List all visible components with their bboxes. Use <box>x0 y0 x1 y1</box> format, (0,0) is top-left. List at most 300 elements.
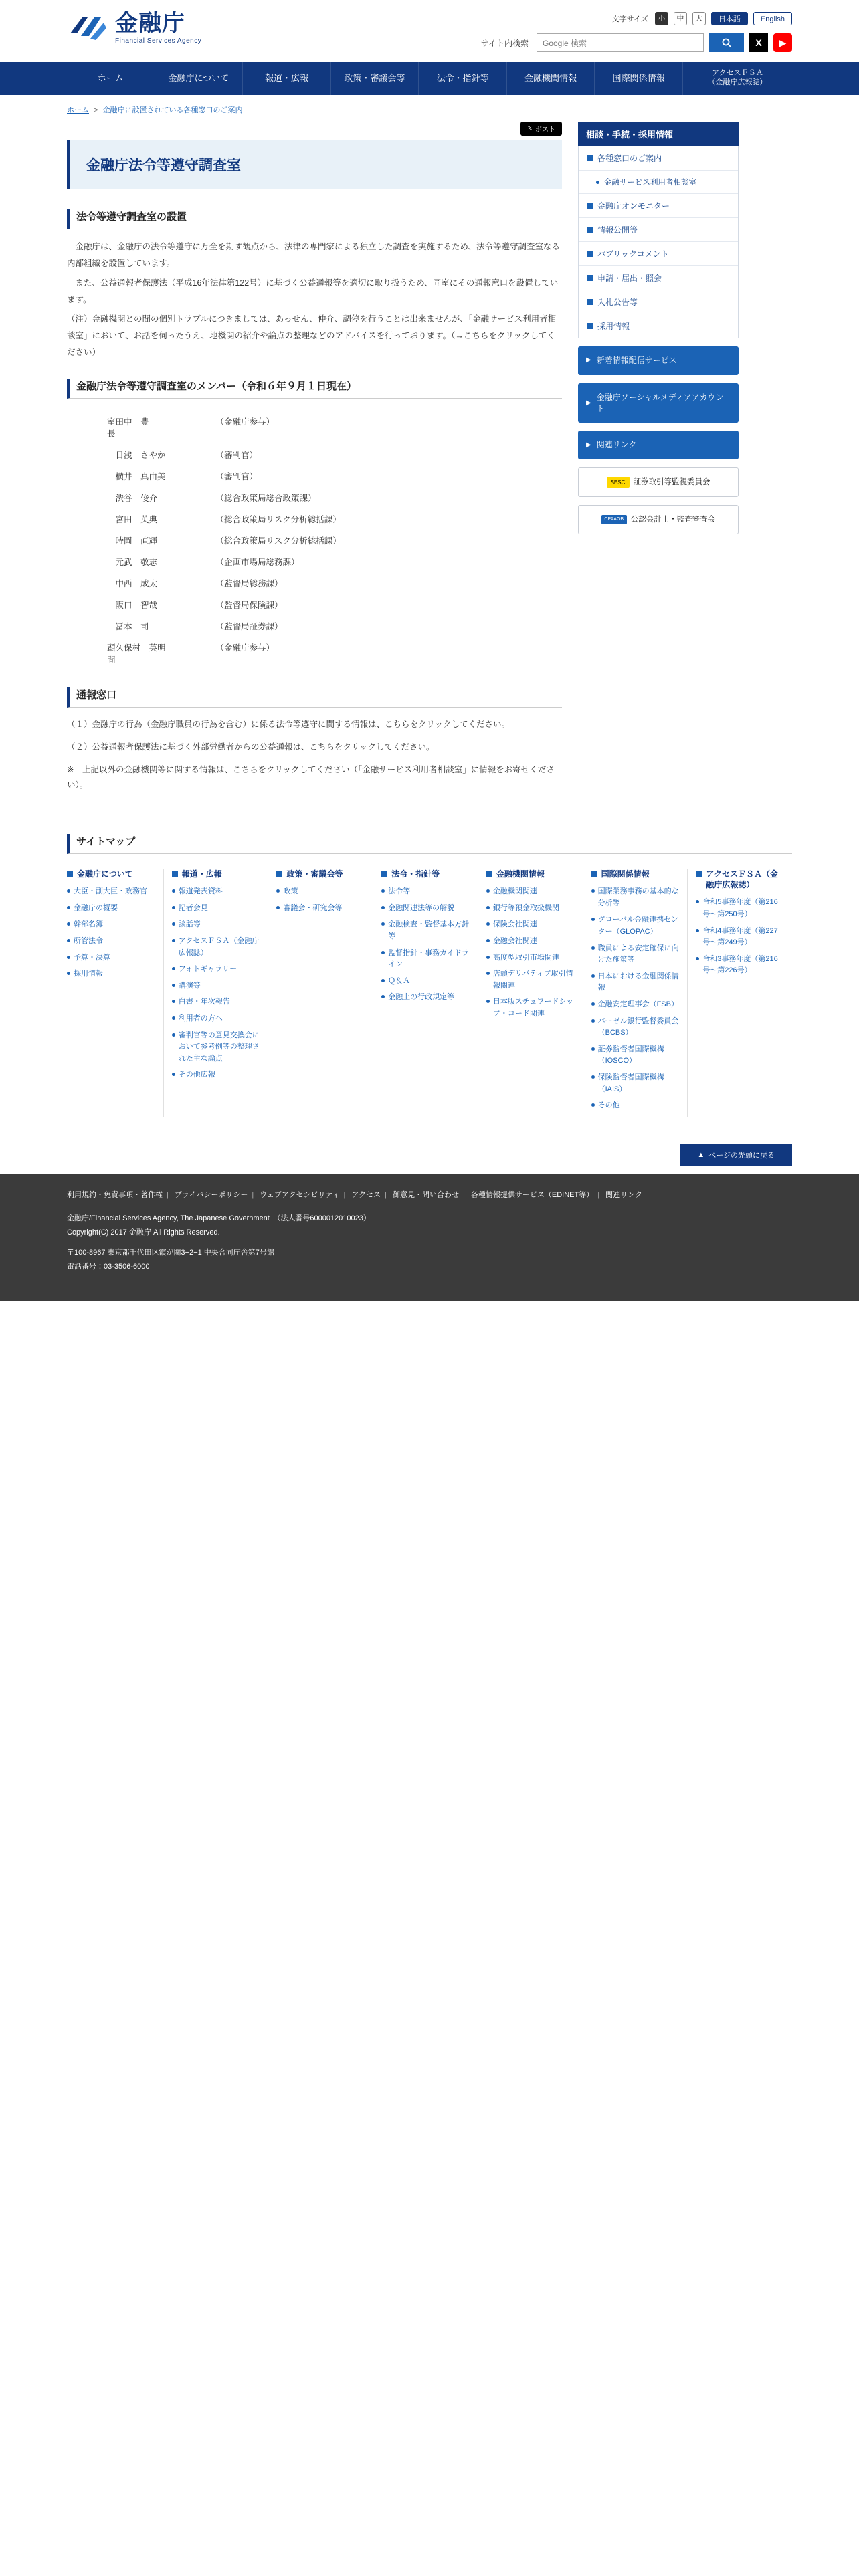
member-name: 田中 豊 <box>115 417 149 427</box>
list-item[interactable] <box>172 919 260 931</box>
list-item[interactable] <box>591 886 680 909</box>
footer-phone: 電話番号：03-3506-6000 <box>67 1263 150 1271</box>
list-item[interactable] <box>486 886 575 898</box>
table-row <box>67 572 562 594</box>
list-item[interactable] <box>591 1016 680 1039</box>
logo-title: 金融庁 <box>115 11 185 36</box>
member-role <box>67 487 116 508</box>
sitemap-link-label: 金融検査・監督基本方針等 <box>388 920 470 940</box>
nav-institutions[interactable]: 金融機関情報 <box>506 62 595 95</box>
list-item[interactable] <box>591 999 680 1011</box>
footer-link-terms[interactable]: 利用規約・免責事項・著作権 <box>67 1190 163 1199</box>
list-item[interactable] <box>67 886 155 898</box>
sidebar-item-windows[interactable] <box>579 146 738 171</box>
list-item[interactable] <box>67 936 155 948</box>
sitemap-title-label: 政策・審議会等 <box>286 869 343 879</box>
dot-bullet-icon <box>67 889 70 893</box>
square-bullet-icon <box>587 323 593 329</box>
sitemap-column-access-fsa <box>687 869 792 1117</box>
list-item[interactable] <box>486 952 575 964</box>
dot-bullet-icon <box>276 906 280 909</box>
sitemap-link-label: 令和5事務年度（第216号〜第250号） <box>702 898 778 918</box>
nav-laws[interactable]: 法令・指針等 <box>418 62 506 95</box>
member-role <box>67 615 116 637</box>
footer-separator: | <box>462 1190 465 1199</box>
square-bullet-icon <box>587 203 593 209</box>
breadcrumb-current: 金融庁に設置されている各種窓口のご案内 <box>102 106 243 114</box>
list-item[interactable] <box>381 992 470 1004</box>
list-item[interactable] <box>591 1072 680 1095</box>
page-top-button[interactable] <box>680 1144 792 1166</box>
nav-international[interactable]: 国際関係情報 <box>594 62 682 95</box>
list-item[interactable] <box>172 903 260 915</box>
sitemap-column-title[interactable] <box>591 869 680 879</box>
sitemap-link-label: 金融会社関連 <box>492 936 537 945</box>
banner-label: 公認会計士・監査審査会 <box>630 516 716 524</box>
dot-bullet-icon <box>381 979 385 982</box>
dot-bullet-icon <box>172 1073 175 1076</box>
footer-separator: | <box>385 1190 387 1199</box>
breadcrumb-separator: > <box>94 106 98 114</box>
list-item[interactable] <box>172 1030 260 1065</box>
lang-en-button[interactable]: English <box>753 12 792 25</box>
window-item-1: （１）金融庁の行為（金融庁職員の行為を含む）に係る法令等遵守に関する情報は、こちらをクリックしてください。 <box>67 720 510 729</box>
page-title: 金融庁法令等遵守調査室 <box>86 158 241 173</box>
site-header <box>0 0 859 62</box>
member-name: 時岡 直輝 <box>115 536 158 546</box>
sidebar <box>578 122 739 534</box>
search-icon <box>721 37 732 48</box>
sitemap-link-label: 監督指針・事務ガイドライン <box>388 948 469 969</box>
main-content <box>67 122 562 794</box>
member-org: （監督局保険課） <box>215 601 283 610</box>
member-name: 元武 敬志 <box>115 558 158 567</box>
share-row <box>67 122 562 136</box>
dot-bullet-icon <box>67 956 70 959</box>
sitemap-link-label: 保険会社関連 <box>492 920 537 929</box>
chevron-right-icon: ▶ <box>586 356 591 364</box>
footer-links <box>67 1189 792 1200</box>
list-item[interactable] <box>381 948 470 971</box>
member-org: （企画市場局総務課） <box>215 558 300 567</box>
x-icon[interactable]: X <box>749 33 768 52</box>
banner-related-links[interactable] <box>578 431 739 459</box>
footer-link-accessibility[interactable]: ウェブアクセシビリティ <box>260 1190 340 1199</box>
dot-bullet-icon <box>172 967 175 970</box>
sitemap-link-label: 審議会・研究会等 <box>283 903 343 912</box>
sidebar-list <box>578 146 739 338</box>
sitemap-link-label: 日本における金融関係情報 <box>597 972 679 992</box>
footer-separator: | <box>252 1190 254 1199</box>
chevron-right-icon: ▶ <box>586 441 591 449</box>
chevron-up-icon: ▲ <box>697 1150 705 1159</box>
sitemap-column-title[interactable] <box>696 869 784 890</box>
member-name: 宮田 英典 <box>115 515 158 524</box>
sitemap-link-label: 所管法令 <box>74 936 103 945</box>
nav-press[interactable]: 報道・広報 <box>242 62 330 95</box>
cpaaob-logo-icon: CPAAOB <box>601 515 627 524</box>
x-post-button[interactable] <box>520 122 562 136</box>
dot-bullet-icon <box>67 972 70 975</box>
member-role <box>67 444 116 465</box>
footer-separator: | <box>343 1190 346 1199</box>
window-item-2: （２）公益通報者保護法に基づく外部労働者からの公益通報は、こちらをクリックしてください。 <box>67 742 435 752</box>
dot-bullet-icon <box>696 929 699 932</box>
sidebar-item-application[interactable] <box>579 266 738 290</box>
footer-copyright: Copyright(C) 2017 金融庁 All Rights Reserved. <box>67 1228 220 1237</box>
sitemap-link-label: 金融安定理事会（FSB） <box>597 1000 678 1008</box>
search-button[interactable] <box>709 33 744 52</box>
banner-label: 関連リンク <box>596 440 637 450</box>
dot-bullet-icon <box>591 889 595 893</box>
square-bullet-icon <box>696 871 702 877</box>
member-name: 阪口 智哉 <box>115 601 158 610</box>
site-footer <box>0 1174 859 1301</box>
list-item[interactable] <box>172 980 260 992</box>
dot-bullet-icon <box>486 1000 490 1003</box>
search-input[interactable]: Google 検索 <box>537 33 704 52</box>
table-row <box>67 444 562 465</box>
dot-bullet-icon <box>172 1033 175 1037</box>
lang-ja-button[interactable]: 日本語 <box>711 12 748 25</box>
sidebar-item-bidding[interactable] <box>579 290 738 314</box>
member-org: （総合政策局リスク分析総括課） <box>215 536 341 546</box>
member-role: 室長 <box>107 417 116 439</box>
member-org: （総合政策局リスク分析総括課） <box>215 515 341 524</box>
dot-bullet-icon <box>172 1016 175 1020</box>
list-item[interactable] <box>591 1100 680 1112</box>
sidebar-item-label: 採用情報 <box>597 322 630 331</box>
member-name: 渋谷 俊介 <box>115 494 158 503</box>
member-name: 久保村 英明 <box>115 643 166 653</box>
dot-bullet-icon <box>172 889 175 893</box>
dot-bullet-icon <box>67 906 70 909</box>
dot-bullet-icon <box>486 906 490 909</box>
member-role <box>67 551 116 572</box>
sitemap-link-label: 日本版スチュワードシップ・コード関連 <box>492 998 574 1018</box>
footer-link-access[interactable]: アクセス <box>351 1190 381 1199</box>
sitemap-title-label: 金融機関情報 <box>496 869 545 879</box>
search-row <box>481 33 792 52</box>
sidebar-item-label: 情報公開等 <box>597 225 638 235</box>
section-heading-window: 通報窓口 <box>67 687 562 708</box>
sitemap-link-label: 店頭デリバティブ取引情報関連 <box>492 970 573 990</box>
sitemap-link-label: 国際業務事務の基本的な分析等 <box>597 887 679 907</box>
sitemap-link-label: グローバル金融連携センター（GLOPAC） <box>597 916 679 936</box>
dot-bullet-icon <box>486 889 490 893</box>
banner-label: 証券取引等監視委員会 <box>633 478 710 487</box>
sitemap-link-label: その他 <box>597 1101 620 1110</box>
square-bullet-icon <box>276 871 282 877</box>
square-bullet-icon <box>587 251 593 257</box>
sitemap-column-institutions <box>478 869 583 1117</box>
list-item[interactable] <box>486 968 575 992</box>
sitemap-link-label: 法令等 <box>388 887 411 896</box>
chevron-right-icon: ▶ <box>586 399 591 407</box>
sitemap-link-label: 金融機関関連 <box>492 887 537 896</box>
sitemap-link-label: 保険監督者国際機構（IAIS） <box>597 1073 664 1093</box>
search-label: サイト内検索 <box>480 38 529 48</box>
sitemap-column-title[interactable] <box>276 869 365 879</box>
dot-bullet-icon <box>486 972 490 975</box>
dot-bullet-icon <box>172 922 175 926</box>
sidebar-item-label: 入札公告等 <box>597 298 638 307</box>
logo-subtitle: Financial Services Agency <box>115 37 202 45</box>
sitemap-title-label: 法令・指針等 <box>391 869 440 879</box>
header-utilities <box>481 12 792 52</box>
footer-address: 〒100-8967 東京都千代田区霞が関3−2−1 中央合同庁舎第7号館 <box>67 1249 274 1257</box>
member-name: 冨本 司 <box>115 622 149 631</box>
breadcrumb-home[interactable]: ホーム <box>67 106 89 114</box>
sitemap-link-label: 大臣・副大臣・政務官 <box>74 887 147 896</box>
member-role <box>67 465 116 487</box>
list-item[interactable] <box>696 926 784 949</box>
dot-bullet-icon <box>591 1075 595 1079</box>
dot-bullet-icon <box>276 889 280 893</box>
sidebar-item-public-comment[interactable] <box>579 242 738 266</box>
dot-bullet-icon <box>591 1103 595 1107</box>
list-item[interactable] <box>276 903 365 915</box>
dot-bullet-icon <box>381 995 385 998</box>
nav-about[interactable]: 金融庁について <box>155 62 243 95</box>
dot-bullet-icon <box>486 956 490 959</box>
nav-home[interactable]: ホーム <box>97 72 124 83</box>
sitemap-column-title[interactable] <box>486 869 575 879</box>
list-item[interactable] <box>696 897 784 920</box>
youtube-icon[interactable]: ▶ <box>773 33 792 52</box>
member-role <box>67 572 116 594</box>
sesc-logo-icon: SESC <box>607 477 630 488</box>
section-heading-establish: 法令等遵守調査室の設置 <box>67 209 562 229</box>
fontsize-large-button[interactable]: 大 <box>692 12 706 25</box>
table-row <box>67 487 562 508</box>
sitemap-link-label: 講演等 <box>178 981 201 990</box>
sidebar-item-recruit[interactable] <box>579 314 738 338</box>
sitemap-title-label: 金融庁について <box>77 869 133 879</box>
member-role <box>67 508 116 530</box>
sitemap-link-label: 談話等 <box>178 920 201 929</box>
sitemap-link-label: その他広報 <box>178 1071 215 1079</box>
footer-link-contact[interactable]: 御意見・問い合わせ <box>392 1190 459 1199</box>
member-org: （監督局証券課） <box>215 622 283 631</box>
list-item[interactable] <box>381 919 470 942</box>
dot-bullet-icon <box>591 1047 595 1051</box>
dot-bullet-icon <box>696 900 699 903</box>
pagetop-row <box>0 1144 859 1166</box>
list-item[interactable] <box>67 903 155 915</box>
member-role <box>67 594 116 615</box>
section-heading-members: 金融庁法令等遵守調査室のメンバー（令和６年９月１日現在） <box>67 379 562 399</box>
list-item[interactable] <box>486 919 575 931</box>
establish-paragraph-1: 金融庁は、金融庁の法令等遵守に万全を期す観点から、法律の専門家による独立した調査を実施するため、法令等遵守調査室なる内部組織を設置しています。 <box>67 242 561 268</box>
dot-bullet-icon <box>172 984 175 987</box>
dot-bullet-icon <box>172 906 175 909</box>
fsa-logo-icon <box>67 13 108 43</box>
sitemap-column-international <box>583 869 688 1117</box>
sitemap-link-label: 予算・決算 <box>74 953 110 962</box>
member-table <box>67 411 562 670</box>
banner-social-media[interactable] <box>578 383 739 423</box>
sitemap-column-about <box>67 869 163 1117</box>
page-title-box <box>67 140 562 189</box>
square-bullet-icon <box>172 871 178 877</box>
sitemap-link-label: 令和3事務年度（第216号〜第226号） <box>702 954 778 975</box>
list-item[interactable] <box>591 914 680 938</box>
list-item[interactable] <box>67 919 155 931</box>
sitemap-column-title[interactable] <box>67 869 155 879</box>
member-role <box>67 530 116 551</box>
dot-bullet-icon <box>591 1002 595 1006</box>
list-item[interactable] <box>486 936 575 948</box>
square-bullet-icon <box>486 871 492 877</box>
sitemap-link-label: アクセスＦＳＡ（金融庁広報誌） <box>178 936 260 957</box>
dot-bullet-icon <box>172 1000 175 1003</box>
sitemap-link-label: 銀行等預金取扱機関 <box>492 903 559 912</box>
footer-separator: | <box>167 1190 169 1199</box>
table-row <box>67 594 562 615</box>
fontsize-medium-button[interactable]: 中 <box>674 12 687 25</box>
list-item[interactable] <box>172 886 260 898</box>
fontsize-label: 文字サイズ <box>611 15 648 23</box>
footer-link-related[interactable]: 関連リンク <box>605 1190 642 1199</box>
sitemap-link-label: 審判官等の意見交換会において参考例等の整理された主な論点 <box>178 1031 260 1063</box>
sitemap-link-label: 金融上の行政規定等 <box>388 993 455 1002</box>
banner-cpaaob[interactable] <box>578 505 739 534</box>
dot-bullet-icon <box>591 974 595 978</box>
dot-bullet-icon <box>381 951 385 954</box>
list-item[interactable] <box>172 1069 260 1081</box>
dot-bullet-icon <box>381 906 385 909</box>
sitemap-link-label: 令和4事務年度（第227号〜第249号） <box>702 926 778 947</box>
square-bullet-icon <box>67 871 73 877</box>
list-item[interactable] <box>381 886 470 898</box>
sitemap-link-label: 利用者の方へ <box>178 1014 223 1023</box>
breadcrumb <box>0 95 859 122</box>
list-item[interactable] <box>591 1044 680 1067</box>
footer-link-privacy[interactable]: プライバシーポリシー <box>174 1190 248 1199</box>
nav-policy[interactable]: 政策・審議会等 <box>330 62 419 95</box>
square-bullet-icon <box>591 871 597 877</box>
sitemap-link-label: フォトギャラリー <box>178 965 237 974</box>
utility-row <box>612 12 792 25</box>
nav-access-fsa-line2: （金融庁広報誌） <box>708 78 767 86</box>
list-item[interactable] <box>172 996 260 1008</box>
footer-link-edinet[interactable]: 各種情報提供サービス（EDINET等） <box>470 1190 594 1199</box>
square-bullet-icon <box>587 155 593 161</box>
site-logo[interactable] <box>67 12 201 45</box>
sitemap-link-label: 高度型取引市場関連 <box>492 953 559 962</box>
post-button-label: ポスト <box>535 126 555 134</box>
sidebar-heading: 相談・手続・採用情報 <box>578 122 739 146</box>
square-bullet-icon <box>381 871 387 877</box>
sitemap-column-press <box>163 869 268 1117</box>
sitemap-link-label: 採用情報 <box>74 970 103 978</box>
sitemap-link-label: 証券監督者国際機構（IOSCO） <box>597 1045 664 1065</box>
sidebar-item-consultation[interactable] <box>579 171 738 194</box>
table-row <box>67 508 562 530</box>
list-item[interactable] <box>591 943 680 966</box>
x-icon: 𝕏 <box>527 125 533 132</box>
sitemap-link-label: Ｑ＆Ａ <box>388 976 411 985</box>
sitemap-column-laws <box>373 869 478 1117</box>
sitemap-link-label: 金融関連法等の解説 <box>388 903 455 912</box>
footer-separator: | <box>597 1190 600 1199</box>
window-note: ※ 上記以外の金融機関等に関する情報は、こちらをクリックしてください（「金融サービス利用者相談室」に情報をお寄せください）。 <box>67 764 555 790</box>
member-org: （金融庁参与） <box>215 643 275 653</box>
sitemap-link-label: 報道発表資料 <box>178 887 223 896</box>
member-org: （審判官） <box>215 472 258 481</box>
sitemap-title-label: アクセスＦＳＡ（金融庁広報誌） <box>706 869 778 890</box>
member-name: 日浅 さやか <box>115 451 166 460</box>
list-item[interactable] <box>591 971 680 994</box>
footer-org-line: 金融庁/Financial Services Agency, The Japanese Government （法人番号6000012010023） <box>67 1214 371 1222</box>
list-item[interactable] <box>486 903 575 915</box>
sidebar-item-label: 各種窓口のご案内 <box>597 154 662 163</box>
banner-sesc[interactable] <box>578 467 739 497</box>
member-org: （審判官） <box>215 451 258 460</box>
establish-paragraph-2: また、公益通報者保護法（平成16年法律第122号）に基づく公益通報等を適切に取り扱うため、同室にその通報窓口を設置しています。 <box>67 278 559 304</box>
list-item[interactable] <box>381 903 470 915</box>
sidebar-item-label: 金融庁オンモニター <box>597 201 670 211</box>
list-item[interactable] <box>696 954 784 977</box>
dot-bullet-icon <box>172 939 175 942</box>
sitemap-link-label: 幹部名簿 <box>74 920 103 929</box>
banner-news-service[interactable] <box>578 346 739 375</box>
table-row <box>67 615 562 637</box>
fontsize-small-button[interactable]: 小 <box>655 12 668 25</box>
dot-bullet-icon <box>381 889 385 893</box>
sitemap-section <box>0 794 859 1144</box>
list-item[interactable] <box>172 936 260 959</box>
member-name: 横井 真由美 <box>115 472 166 481</box>
list-item[interactable] <box>172 964 260 976</box>
list-item[interactable] <box>276 886 365 898</box>
page-top-label: ページの先頭に戻る <box>708 1151 775 1160</box>
list-item[interactable] <box>172 1013 260 1025</box>
list-item[interactable] <box>67 952 155 964</box>
sitemap-link-label: バーゼル銀行監督委員会（BCBS） <box>597 1016 679 1037</box>
square-bullet-icon <box>587 275 593 281</box>
global-nav <box>0 62 859 95</box>
sitemap-column-title[interactable] <box>172 869 260 879</box>
banner-label: 新着情報配信サービス <box>596 356 677 365</box>
table-row <box>67 530 562 551</box>
dot-bullet-icon <box>67 939 70 942</box>
establish-paragraph-3: （注）金融機関との間の個別トラブルにつきましては、あっせん、仲介、調停を行うことは出来ませんが、「金融サービス利用者相談室」において、お話を伺ったうえ、地機関の紹介や論点の整理などのアドバイスを行っております。（→こちらをクリックしてください） <box>67 314 557 357</box>
sitemap-column-title[interactable] <box>381 869 470 879</box>
dot-bullet-icon <box>486 939 490 942</box>
dot-bullet-icon <box>381 922 385 926</box>
sitemap-columns <box>67 869 792 1117</box>
list-item[interactable] <box>381 976 470 988</box>
sidebar-item-label: 申請・届出・照会 <box>597 274 662 283</box>
dot-bullet-icon <box>591 946 595 950</box>
dot-bullet-icon <box>696 957 699 960</box>
square-bullet-icon <box>587 299 593 305</box>
sitemap-link-label: 政策 <box>283 887 298 896</box>
sidebar-item-disclosure[interactable] <box>579 218 738 242</box>
list-item[interactable] <box>67 968 155 980</box>
sitemap-link-label: 職員による安定確保に向けた施策等 <box>597 944 679 964</box>
nav-access-fsa[interactable] <box>682 62 792 95</box>
list-item[interactable] <box>486 996 575 1020</box>
square-bullet-icon <box>587 227 593 233</box>
member-org: （金融庁参与） <box>215 417 275 427</box>
sidebar-item-label: パブリックコメント <box>597 249 669 259</box>
sitemap-link-label: 記者会見 <box>178 903 208 912</box>
sitemap-title-label: 報道・広報 <box>181 869 222 879</box>
sidebar-item-monitor[interactable] <box>579 194 738 218</box>
